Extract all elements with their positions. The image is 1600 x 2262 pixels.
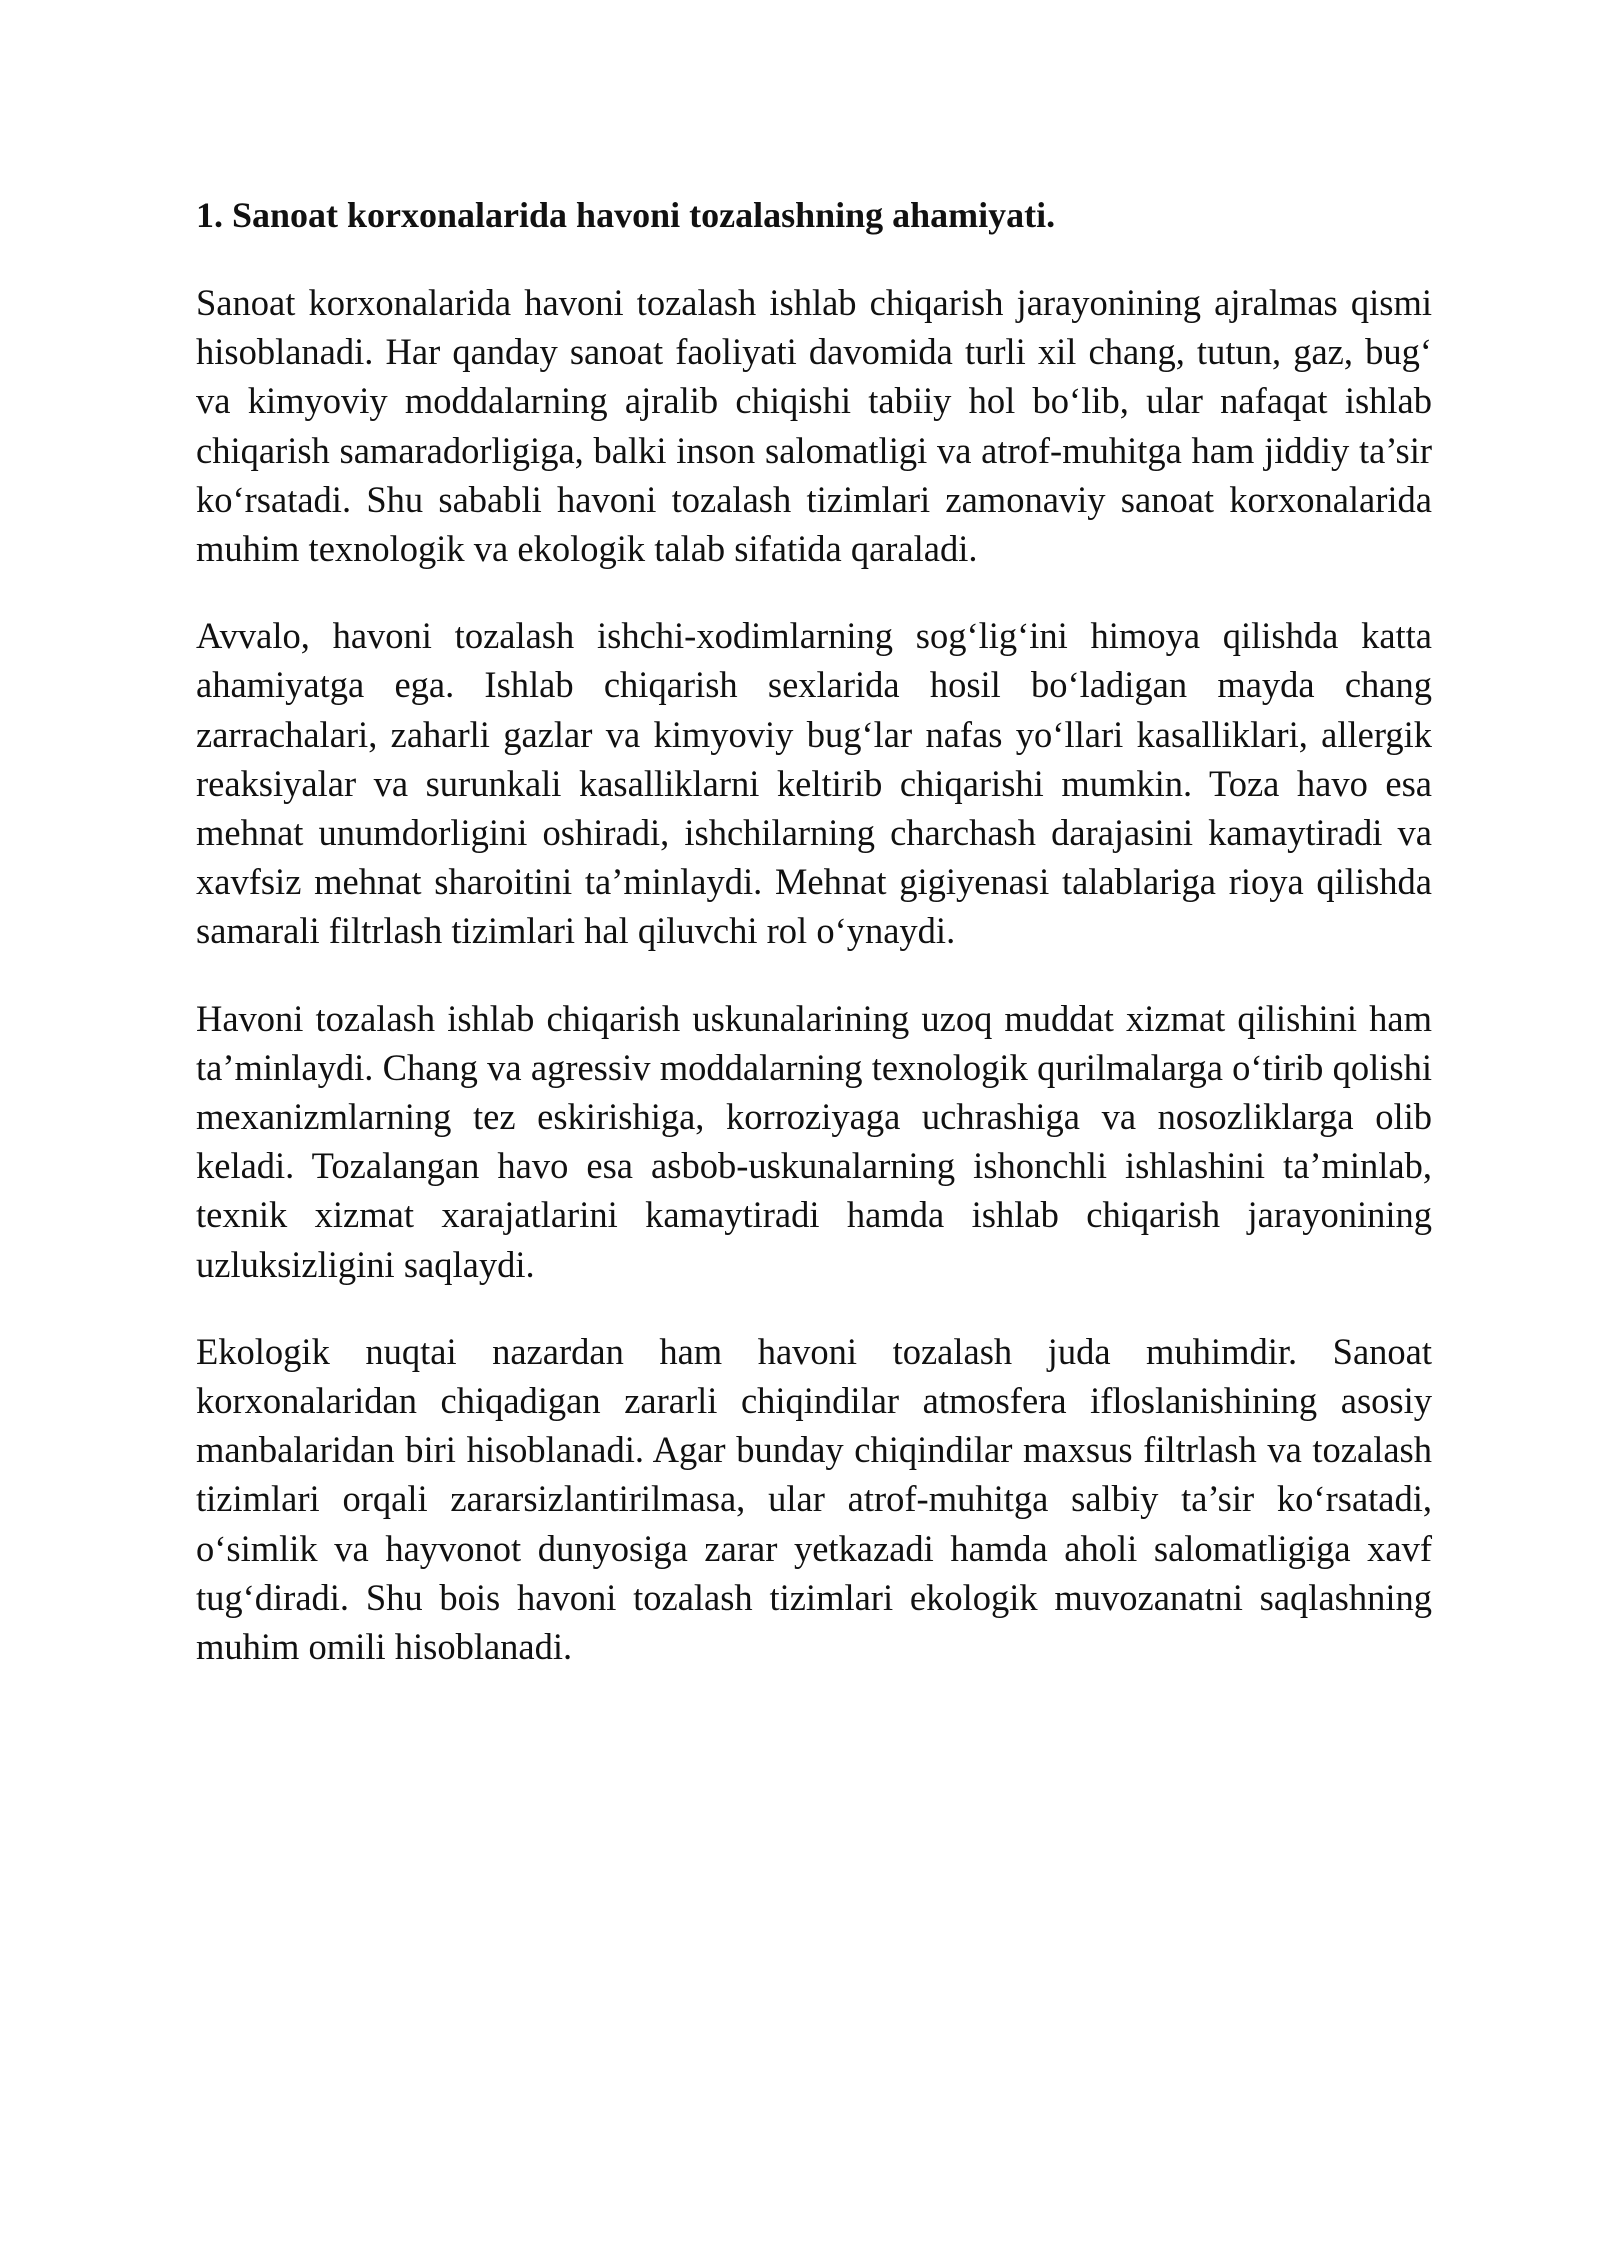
paragraph-intro: Sanoat korxonalarida havoni tozalash ishlab chiqarish jarayonining ajralmas qismi hisoblanadi. Har qanday sanoat faoliyati davomida turli xil chang, tutun, gaz, bug‘ va kimyoviy moddalarning ajralib chiqishi tabiiy hol bo‘lib, ular nafaqat ishlab chiqarish samaradorligiga, balki inson salomatligi va atrof-muhitga ham jiddiy ta’sir ko‘rsatadi. Shu sababli havoni tozalash tizimlari zamonaviy sanoat korxonalarida muhim texnologik va ekologik talab sifatida qaraladi. <box>196 282 1432 570</box>
paragraph-worker-health: Avvalo, havoni tozalash ishchi-xodimlarning sog‘lig‘ini himoya qilishda katta ahamiyatga ega. Ishlab chiqarish sexlarida hosil bo‘ladigan mayda chang zarrachalari, zaharli gazlar va kimyoviy bug‘lar nafas yo‘llari kasalliklari, allergik reaksiyalar va surunkali kasalliklarni keltirib chiqarishi mumkin. Toza havo esa mehnat unumdorligini oshiradi, ishchilarning charchash darajasini kamaytiradi va xavfsiz mehnat sharoitini ta’minlaydi. Mehnat gigiyenasi talablariga rioya qilishda samarali filtrlash tizimlari hal qiluvchi rol o‘ynaydi. <box>196 615 1432 952</box>
document-body <box>196 192 1432 1709</box>
paragraph-equipment: Havoni tozalash ishlab chiqarish uskunalarining uzoq muddat xizmat qilishini ham ta’minlaydi. Chang va agressiv moddalarning texnologik qurilmalarga o‘tirib qolishi mexanizmlarning tez eskirishiga, korroziyaga uchrashiga va nosozliklarga olib keladi. Tozalangan havo esa asbob-uskunalarning ishonchli ishlashini ta’minlab, texnik xizmat xarajatlarini kamaytiradi hamda ishlab chiqarish jarayonining uzluksizligini saqlaydi. <box>196 997 1432 1285</box>
section-heading: 1. Sanoat korxonalarida havoni tozalashning ahamiyati. <box>196 195 1056 235</box>
paragraph-ecology: Ekologik nuqtai nazardan ham havoni tozalash juda muhimdir. Sanoat korxonalaridan chiqadigan zararli chiqindilar atmosfera ifloslanishining asosiy manbalaridan biri hisoblanadi. Agar bunday chiqindilar maxsus filtrlash va tozalash tizimlari orqali zararsizlantirilmasa, ular atrof-muhitga salbiy ta’sir ko‘rsatadi, o‘simlik va hayvonot dunyosiga zarar yetkazadi hamda aholi salomatligiga xavf tug‘diradi. Shu bois havoni tozalash tizimlari ekologik muvozanatni saqlashning muhim omili hisoblanadi. <box>196 1330 1432 1668</box>
